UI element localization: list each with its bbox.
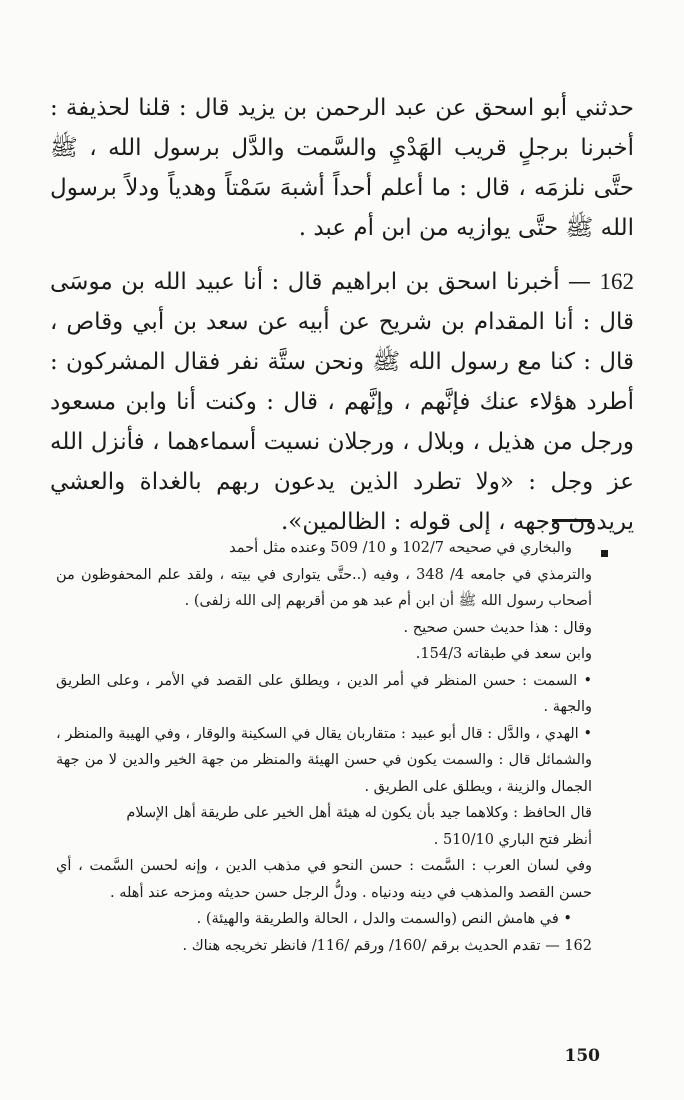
footnote-line: • في هامش النص (والسمت والدل ، الحالة والطريقة والهيئة) . [196, 911, 572, 927]
footnote-separator [552, 519, 592, 522]
footnote-line: • الهدي ، والدَّل : قال أبو عبيد : متقاربان يقال في السكينة والوقار ، وفي الهيبة والمنظر ، والشمائل قال : والسمت يكون في حسن الهيئة والمنظر من جهة الخير والدين لا من جهة الجمال والزينة ، ويطلق على الطريق . [56, 725, 592, 795]
hadith-paragraph-2 [50, 262, 634, 542]
footnote-line: قال الحافظ : وكلاهما جيد بأن يكون له هيئة أهل الخير على طريقة أهل الإسلام [126, 805, 592, 821]
hadith-paragraph-1: حدثني أبو اسحق عن عبد الرحمن بن يزيد قال : قلنا لحذيفة : أخبرنا برجلٍ قريب الهَدْيِ والسَّمت والدَّل برسول الله ، ﷺ حتَّى نلزمَه ، قال : ما أعلم أحداً أشبهَ سَمْتاً وهدياً ودلاً برسول الله ﷺ حتَّى يوازيه من ابن أم عبد . [50, 95, 634, 241]
footnote-line: والبخاري في صحيحه 102/7 و 10/ 509 وعنده مثل أحمد [229, 540, 572, 556]
footnote-line: وابن سعد في طبقاته 154/3. [415, 646, 592, 662]
footnote-line: أنظر فتح الباري 510/10 . [433, 831, 592, 848]
page-number: 150 [564, 1046, 600, 1066]
main-text [50, 88, 634, 542]
footnote-line: وفي لسان العرب : السَّمت : حسن النحو في مذهب الدين ، وإنه لحسن السَّمت ، أي حسن القصد والمذهب في دينه ودنياه . ودلُّ الرجل حسن حديثه ومزحه عند أهله . [56, 858, 592, 901]
footnote-line: والترمذي في جامعه 4/ 348 ، وفيه (..حتَّى يتوارى في بيته ، ولقد علم المحفوظون من أصحاب رسول الله ﷺ أن ابن أم عبد هو من أقربهم إلى الله زلفى) . [56, 566, 592, 609]
footnote-line: 162 — تقدم الحديث برقم /160/ ورقم /116/ فانظر تخريجه هناك . [182, 937, 592, 954]
hadith-text: — أخبرنا اسحق بن ابراهيم قال : أنا عبيد الله بن موسَى قال : أنا المقدام بن شريح عن أبيه عن سعد بن أبي وقاص ، قال : كنا مع رسول الله ﷺ ونحن ستَّة نفر فقال المشركون : أطرد هؤلاء عنك فإنَّهم ، وإنَّهم ، قال : وكنت أنا وابن مسعود ورجل من هذيل ، وبلال ، ورجلان نسيت أسماءهما ، فأنزل الله عز وجل : «ولا تطرد الذين يدعون ربهم بالغداة والعشي يريدون وجهه ، إلى قوله : الظالمين». [50, 269, 634, 535]
hadith-number: 162 [599, 269, 634, 294]
footnote-line: وقال : هذا حديث حسن صحيح . [403, 619, 592, 636]
footnote-line: • السمت : حسن المنظر في أمر الدين ، ويطلق على القصد في الأمر ، وعلى الطريق والجهة . [56, 672, 592, 715]
footnotes [56, 535, 592, 959]
footnote-marker-icon [601, 550, 608, 557]
